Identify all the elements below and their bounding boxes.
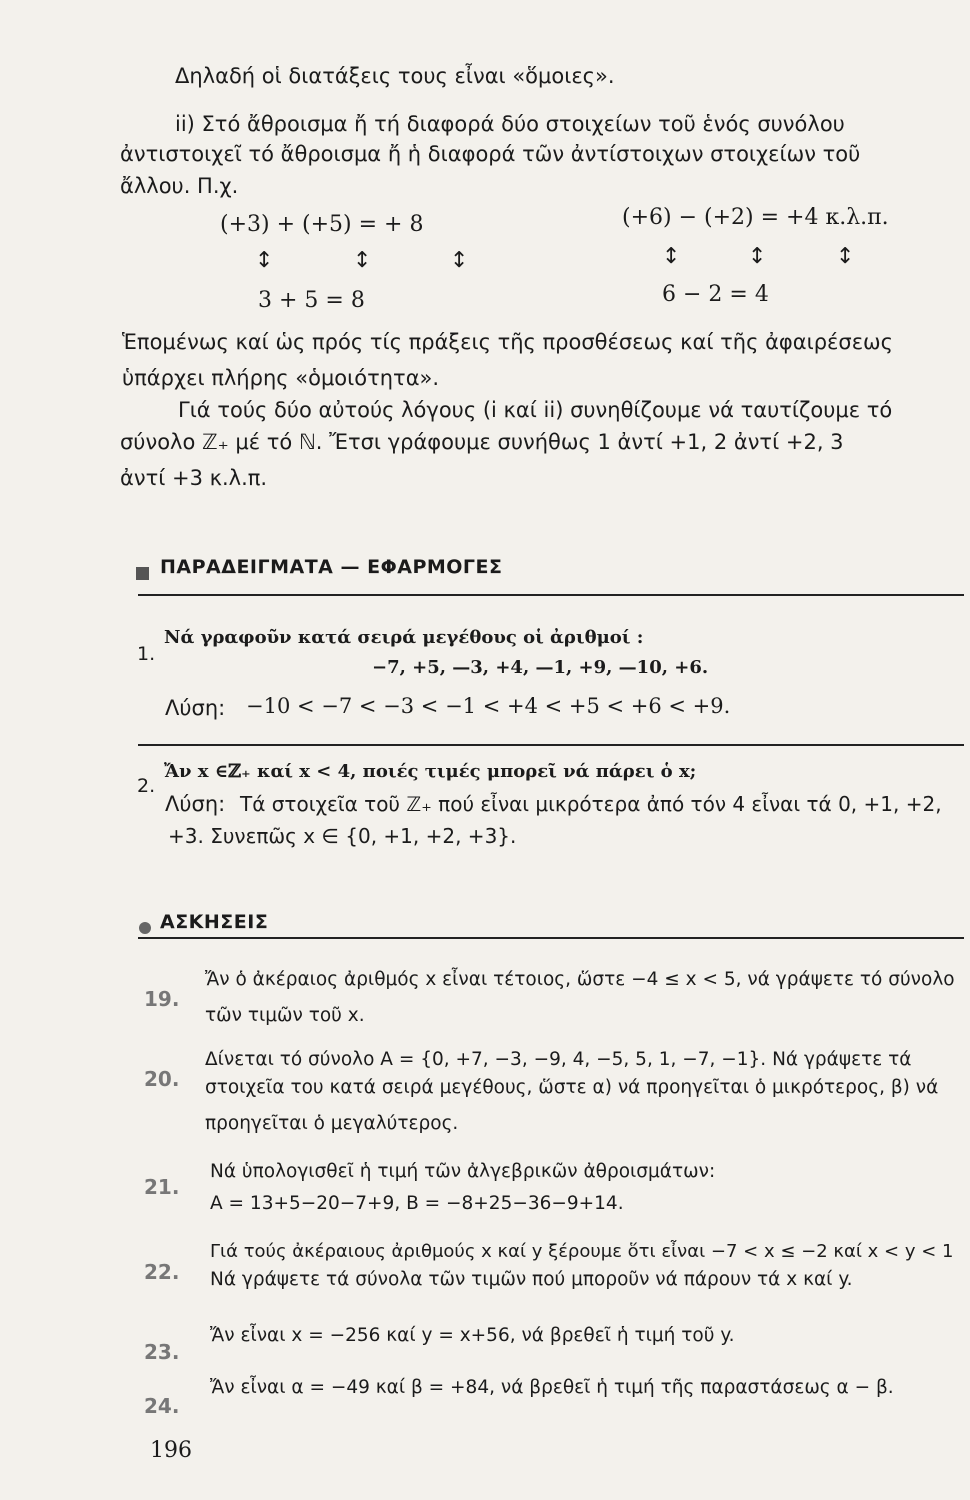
example-solution: −10 < −7 < −3 < −1 < +4 < +5 < +6 < +9. <box>246 694 731 718</box>
exercise-line: προηγεῖται ὁ μεγαλύτερος. <box>205 1113 459 1134</box>
example-number: 1. <box>137 643 156 665</box>
exercise-line: Νά γράψετε τά σύνολα τῶν τιμῶν πού μποροῦν νά πάρουν τά x καί y. <box>210 1269 853 1290</box>
examples-heading: ΠΑΡΑΔΕΙΓΜΑΤΑ — ΕΦΑΡΜΟΓΕΣ <box>160 556 503 578</box>
exercise-number: 21. <box>144 1175 180 1199</box>
exercise-number: 19. <box>144 987 180 1011</box>
example-numbers: −7, +5, —3, +4, —1, +9, —10, +6. <box>372 657 709 678</box>
example-question: Ἄν x ∈ℤ₊ καί x < 4, ποιές τιμές μπορεῖ νά πάρει ὁ x; <box>164 761 697 782</box>
heading-rule <box>138 594 964 596</box>
equation-left-bottom: 3 + 5 = 8 <box>258 288 365 313</box>
section-marker-icon <box>136 567 149 580</box>
example-solution-line-2: +3. Συνεπῶς x ∈ {0, +1, +2, +3}. <box>168 824 517 848</box>
example-solution-line-1: Τά στοιχεῖα τοῦ ℤ₊ πού εἶναι μικρότερα ἀπό τόν 4 εἶναι τά 0, +1, +2, <box>240 792 942 816</box>
exercise-number: 20. <box>144 1067 180 1091</box>
exercise-line: στοιχεῖα του κατά σειρά μεγέθους, ὥστε α) νά προηγεῖται ὁ μικρότερος, β) νά <box>205 1077 939 1098</box>
exercise-number: 22. <box>144 1260 180 1284</box>
exercises-heading: ΑΣΚΗΣΕΙΣ <box>160 911 269 933</box>
example-number: 2. <box>137 775 156 797</box>
equation-right-top: (+6) − (+2) = +4 κ.λ.π. <box>622 205 889 230</box>
para-line-2: ὑπάρχει πλήρης «ὁμοιότητα». <box>122 366 440 390</box>
example-divider <box>138 744 964 746</box>
heading-rule <box>138 937 964 939</box>
exercise-line: Ἄν εἶναι α = −49 καί β = +84, νά βρεθεῖ ἡ τιμή τῆς παραστάσεως α − β. <box>210 1377 894 1398</box>
intro-line-4: ἄλλου. Π.χ. <box>120 174 239 198</box>
equation-right-bottom: 6 − 2 = 4 <box>662 282 769 307</box>
exercise-line: Γιά τούς ἀκέραιους ἀριθμούς x καί y ξέρουμε ὅτι εἶναι −7 < x ≤ −2 καί x < y < 1 <box>210 1241 954 1262</box>
intro-line-3: ἀντιστοιχεῖ τό ἄθροισμα ἤ ἡ διαφορά τῶν ἀντίστοιχων στοιχείων τοῦ <box>120 142 861 166</box>
exercise-line: A = 13+5−20−7+9, B = −8+25−36−9+14. <box>210 1193 624 1214</box>
correspondence-arrow-icon: ↕ <box>748 244 767 269</box>
solution-label: Λύση: <box>165 696 226 720</box>
equation-left-top: (+3) + (+5) = + 8 <box>220 212 424 237</box>
correspondence-arrow-icon: ↕ <box>255 248 274 273</box>
para-line-3: Γιά τούς δύο αὐτούς λόγους (i καί ii) συνηθίζουμε νά ταυτίζουμε τό <box>178 398 893 422</box>
exercise-line: Ἄν εἶναι x = −256 καί y = x+56, νά βρεθεῖ ἡ τιμή τοῦ y. <box>210 1325 735 1346</box>
example-question: Νά γραφοῦν κατά σειρά μεγέθους οἱ ἀριθμοί : <box>164 627 644 648</box>
correspondence-arrow-icon: ↕ <box>353 248 372 273</box>
exercise-line: Δίνεται τό σύνολο A = {0, +7, −3, −9, 4, −5, 5, 1, −7, −1}. Νά γράψετε τά <box>205 1049 912 1070</box>
para-line-1: Ἑπομένως καί ὡς πρός τίς πράξεις τῆς προσθέσεως καί τῆς ἀφαιρέσεως <box>122 330 893 354</box>
exercise-number: 24. <box>144 1394 180 1418</box>
exercise-line: Ἄν ὁ ἀκέραιος ἀριθμός x εἶναι τέτοιος, ὥστε −4 ≤ x < 5, νά γράψετε τό σύνολο <box>205 969 955 990</box>
section-marker-icon <box>139 922 151 934</box>
exercise-line: Νά ὑπολογισθεῖ ἡ τιμή τῶν ἀλγεβρικῶν ἀθροισμάτων: <box>210 1161 716 1182</box>
correspondence-arrow-icon: ↕ <box>836 244 855 269</box>
para-line-5: ἀντί +3 κ.λ.π. <box>120 466 268 490</box>
exercise-line: τῶν τιμῶν τοῦ x. <box>205 1005 365 1026</box>
exercise-number: 23. <box>144 1340 180 1364</box>
correspondence-arrow-icon: ↕ <box>662 244 681 269</box>
page-number: 196 <box>150 1438 192 1463</box>
intro-line-2: ii) Στό ἄθροισμα ἤ τή διαφορά δύο στοιχείων τοῦ ἑνός συνόλου <box>175 112 845 136</box>
intro-line-1: Δηλαδή οἱ διατάξεις τους εἶναι «ὅμοιες». <box>175 64 615 88</box>
para-line-4: σύνολο ℤ₊ μέ τό ℕ. Ἔτσι γράφουμε συνήθως 1 ἀντί +1, 2 ἀντί +2, 3 <box>120 430 844 454</box>
correspondence-arrow-icon: ↕ <box>450 248 469 273</box>
solution-label: Λύση: <box>165 792 226 816</box>
